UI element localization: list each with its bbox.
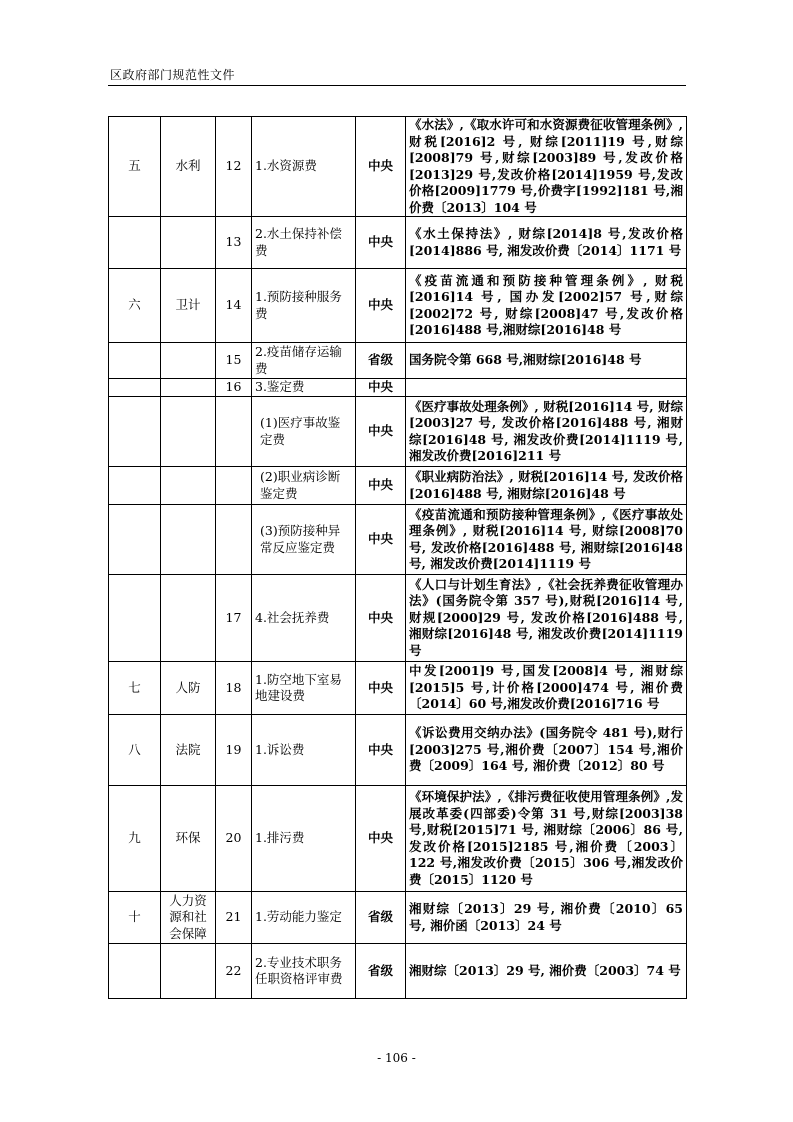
legal-basis: 湘财综〔2013〕29 号, 湘价费〔2010〕65 号, 湘价函〔2013〕24 号 <box>406 892 687 944</box>
table-row <box>109 944 687 999</box>
header-divider <box>108 85 686 86</box>
approval-level: 中央 <box>356 786 406 892</box>
legal-basis: 《水法》,《取水许可和水资源费征收管理条例》, 财税[2016]2 号, 财综[2011]19 号,财综[2008]79 号,财综[2003]89 号,发改价格[2013]29 号,发改价格[2014]1959 号,发改价格[2009]1779 号,价费字[1992]181 号,湘价费〔2013〕104 号 <box>406 117 687 217</box>
item-sequence <box>216 505 252 575</box>
item-sequence: 14 <box>216 269 252 343</box>
department: 人防 <box>161 662 216 715</box>
fee-item: 1.防空地下室易地建设费 <box>252 662 356 715</box>
table-row <box>109 467 687 505</box>
table-row <box>109 786 687 892</box>
category-number <box>109 467 161 505</box>
department <box>161 217 216 269</box>
item-sequence <box>216 397 252 467</box>
legal-basis: 《疫苗流通和预防接种管理条例》,《医疗事故处理条例》, 财税[2016]14 号, 财综[2008]70 号, 发改价格[2016]488 号, 湘财综[2016]48 号, 湘发改价费[2014]1119 号 <box>406 505 687 575</box>
legal-basis: 湘财综〔2013〕29 号, 湘价费〔2003〕74 号 <box>406 944 687 999</box>
department: 卫计 <box>161 269 216 343</box>
item-sequence: 22 <box>216 944 252 999</box>
approval-level: 中央 <box>356 379 406 397</box>
legal-basis <box>406 379 687 397</box>
approval-level: 省级 <box>356 343 406 379</box>
fee-item: 1.诉讼费 <box>252 715 356 786</box>
category-number <box>109 505 161 575</box>
item-sequence: 17 <box>216 575 252 662</box>
table-row <box>109 379 687 397</box>
category-number <box>109 944 161 999</box>
fee-item: 2.水土保持补偿费 <box>252 217 356 269</box>
approval-level: 中央 <box>356 505 406 575</box>
approval-level: 省级 <box>356 944 406 999</box>
fee-item: 1.水资源费 <box>252 117 356 217</box>
fee-table <box>108 116 687 999</box>
table-row <box>109 343 687 379</box>
legal-basis: 《职业病防治法》, 财税[2016]14 号, 发改价格[2016]488 号, 湘财综[2016]48 号 <box>406 467 687 505</box>
item-sequence <box>216 467 252 505</box>
department: 环保 <box>161 786 216 892</box>
category-number: 九 <box>109 786 161 892</box>
legal-basis: 《水土保持法》, 财综[2014]8 号,发改价格[2014]886 号, 湘发改价费〔2014〕1171 号 <box>406 217 687 269</box>
fee-item: (1)医疗事故鉴定费 <box>252 397 356 467</box>
department <box>161 397 216 467</box>
item-sequence: 12 <box>216 117 252 217</box>
department <box>161 944 216 999</box>
fee-item: 1.劳动能力鉴定 <box>252 892 356 944</box>
fee-item: 4.社会抚养费 <box>252 575 356 662</box>
table-row <box>109 505 687 575</box>
item-sequence: 13 <box>216 217 252 269</box>
approval-level: 中央 <box>356 269 406 343</box>
table-row <box>109 715 687 786</box>
category-number: 十 <box>109 892 161 944</box>
item-sequence: 21 <box>216 892 252 944</box>
table-row <box>109 892 687 944</box>
approval-level: 中央 <box>356 397 406 467</box>
category-number: 五 <box>109 117 161 217</box>
fee-item: 1.预防接种服务费 <box>252 269 356 343</box>
fee-item: (2)职业病诊断鉴定费 <box>252 467 356 505</box>
table-row <box>109 662 687 715</box>
department <box>161 379 216 397</box>
approval-level: 中央 <box>356 217 406 269</box>
table-row <box>109 117 687 217</box>
fee-item: (3)预防接种异常反应鉴定费 <box>252 505 356 575</box>
approval-level: 中央 <box>356 575 406 662</box>
fee-item: 2.疫苗储存运输费 <box>252 343 356 379</box>
fee-item: 1.排污费 <box>252 786 356 892</box>
legal-basis: 国务院令第 668 号,湘财综[2016]48 号 <box>406 343 687 379</box>
page-header-title: 区政府部门规范性文件 <box>110 68 236 82</box>
legal-basis: 中发[2001]9 号,国发[2008]4 号, 湘财综[2015]5 号,计价格[2000]474 号, 湘价费〔2014〕60 号,湘发改价费[2016]716 号 <box>406 662 687 715</box>
item-sequence: 18 <box>216 662 252 715</box>
category-number <box>109 575 161 662</box>
approval-level: 中央 <box>356 117 406 217</box>
legal-basis: 《疫苗流通和预防接种管理条例》, 财税[2016]14 号, 国办发[2002]57 号,财综[2002]72 号, 财综[2008]47 号,发改价格[2016]488 号,湘财综[2016]48 号 <box>406 269 687 343</box>
legal-basis: 《医疗事故处理条例》, 财税[2016]14 号, 财综[2003]27 号, 发改价格[2016]488 号, 湘财综[2016]48 号, 湘发改价费[2014]1119 号, 湘发改价费[2016]211 号 <box>406 397 687 467</box>
category-number <box>109 343 161 379</box>
item-sequence: 15 <box>216 343 252 379</box>
category-number: 七 <box>109 662 161 715</box>
fee-item: 3.鉴定费 <box>252 379 356 397</box>
item-sequence: 19 <box>216 715 252 786</box>
approval-level: 省级 <box>356 892 406 944</box>
category-number <box>109 217 161 269</box>
item-sequence: 16 <box>216 379 252 397</box>
table-row <box>109 269 687 343</box>
department: 法院 <box>161 715 216 786</box>
fee-item: 2.专业技术职务任职资格评审费 <box>252 944 356 999</box>
legal-basis: 《人口与计划生育法》,《社会抚养费征收管理办法》(国务院令第 357 号),财税[2016]14 号, 财规[2000]29 号, 发改价格[2016]488 号, 湘财综[2016]48 号, 湘发改价费[2014]1119 号 <box>406 575 687 662</box>
department <box>161 575 216 662</box>
department <box>161 505 216 575</box>
category-number: 六 <box>109 269 161 343</box>
legal-basis: 《诉讼费用交纳办法》(国务院令 481 号),财行[2003]275 号,湘价费〔2007〕154 号,湘价费〔2009〕164 号, 湘价费〔2012〕80 号 <box>406 715 687 786</box>
table-row <box>109 575 687 662</box>
department: 人力资源和社会保障 <box>161 892 216 944</box>
approval-level: 中央 <box>356 467 406 505</box>
approval-level: 中央 <box>356 662 406 715</box>
table-row <box>109 217 687 269</box>
department <box>161 467 216 505</box>
table-row <box>109 397 687 467</box>
department: 水利 <box>161 117 216 217</box>
approval-level: 中央 <box>356 715 406 786</box>
category-number: 八 <box>109 715 161 786</box>
category-number <box>109 397 161 467</box>
department <box>161 343 216 379</box>
category-number <box>109 379 161 397</box>
page-number: - 106 - <box>377 1051 416 1065</box>
item-sequence: 20 <box>216 786 252 892</box>
legal-basis: 《环境保护法》,《排污费征收使用管理条例》,发展改革委(四部委)令第 31 号,财综[2003]38 号,财税[2015]71 号, 湘财综〔2006〕86 号,发改价格[2015]2185 号,湘价费〔2003〕122 号,湘发改价费〔2015〕306 号,湘发改价费〔2015〕1120 号 <box>406 786 687 892</box>
